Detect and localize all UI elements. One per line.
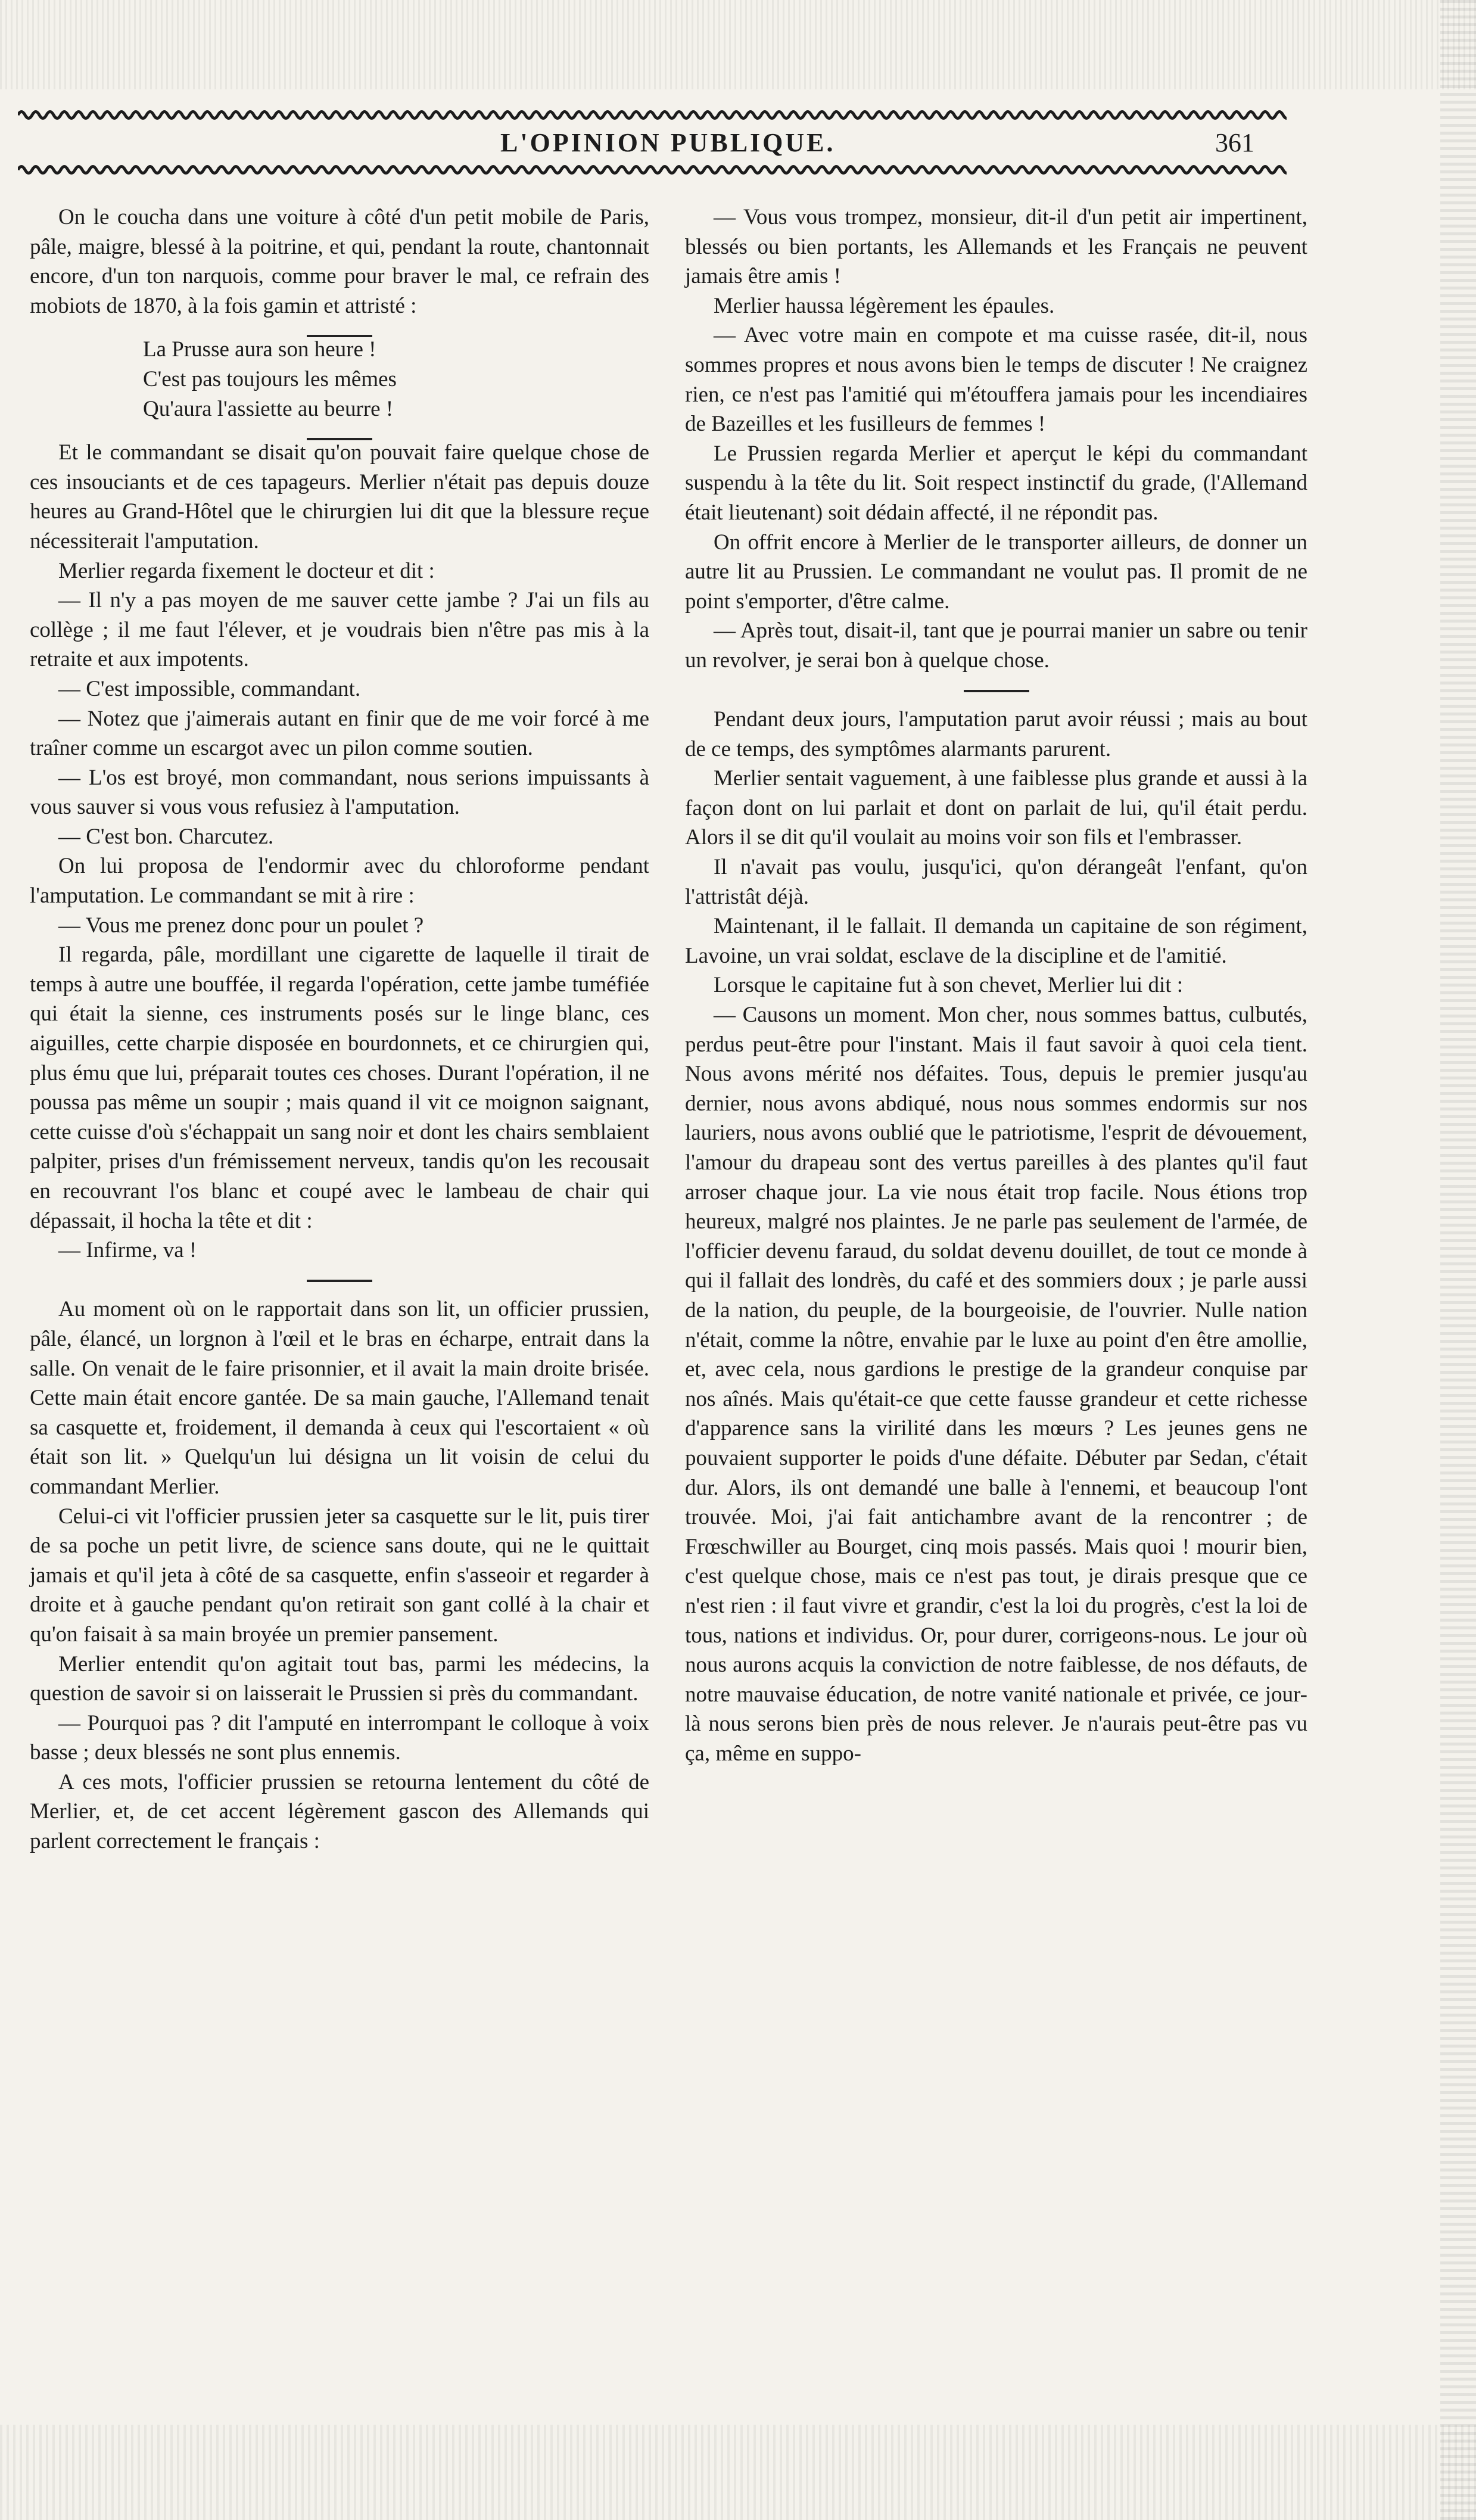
paragraph: — Vous me prenez donc pour un poulet ? [58,913,424,938]
paragraph: — Infirme, va ! [58,1238,197,1263]
paragraph: — C'est bon. Charcutez. [58,824,274,849]
scan-noise-right [1440,0,1476,2520]
left-column [30,203,649,1856]
header-ornament-bottom [18,162,1287,178]
paragraph: — Après tout, disait-il, tant que je pourrai manier un sabre ou tenir un revolver, je serai bon à quelque chose. [685,618,1307,673]
paragraph: — Notez que j'aimerais autant en finir que de me voir forcé à me traîner comme un escargot avec un pilon comme soutien. [30,706,649,761]
scan-noise-top [0,0,1476,89]
paragraph: — C'est impossible, commandant. [58,676,361,701]
page-title: L'OPINION PUBLIQUE. [500,128,836,157]
paragraph: On offrit encore à Merlier de le transporter ailleurs, de donner un autre lit au Prussien. Le commandant ne voulut pas. Il promit de ne point s'emporter, d'être calme. [685,530,1307,614]
paragraph: Lorsque le capitaine fut à son chevet, Merlier lui dit : [714,973,1184,998]
paragraph: Merlier regarda fixement le docteur et dit : [58,558,435,583]
verse-line: Qu'aura l'assiette au beurre ! [143,396,394,421]
paragraph: — Avec votre main en compote et ma cuisse rasée, dit-il, nous sommes propres et nous avons bien le temps de discuter ! Ne craignez rien, ce n'est pas l'amitié qui m'étouffera jamais pour les incendiaires de Bazeilles et les fusilleurs de femmes ! [685,323,1307,437]
scan-noise-bottom [0,2425,1476,2520]
paragraph: — Pourquoi pas ? dit l'amputé en interrompant le colloque à voix basse ; deux blessés ne sont plus ennemis. [30,1710,649,1765]
section-separator [685,676,1307,705]
paragraph: On le coucha dans une voiture à côté d'un petit mobile de Paris, pâle, maigre, blessé à la poitrine, et qui, pendant la route, chantonnait encore, d'un ton narquois, comme pour braver le mal, ce refrain des mobiots de 1870, à la fois gamin et attristé : [30,205,649,318]
paragraph: Merlier sentait vaguement, à une faiblesse plus grande et aussi à la façon dont on lui parlait et dont on parlait de lui, qu'il était perdu. Alors il se dit qu'il voulait au moins voir son fils et l'embrasser. [685,766,1307,850]
paragraph: Celui-ci vit l'officier prussien jeter sa casquette sur le lit, puis tirer de sa poche un petit livre, de science sans doute, qui ne le quittait jamais et qu'il jeta à côté de sa casquette, enfin s'asseoir et regarder à droite et à gauche pendant qu'on retirait son gant collé à la chair et qu'on faisait à sa main broyée un premier pansement. [30,1504,649,1647]
page-number: 361 [1215,128,1254,157]
paragraph: Il regarda, pâle, mordillant une cigarette de laquelle il tirait de temps à autre une bouffée, il regarda l'opération, cette jambe tuméfiée qui était la sienne, ces instruments posés sur le linge blanc, ces aiguilles, cette charpie disposée en bourdonnets, et ce chirurgien qui, plus ému que lui, préparait toutes ces choses. Durant l'opération, il ne poussa pas même un soupir ; mais quand il vit ce moignon saignant, cette cuisse d'où s'échappait un sang noir et dont les chairs semblaient palpiter, prises d'un frémissement nerveux, tandis qu'on les recousait en recouvrant l'os blanc et coupé avec le lambeau de chair qui dépassait, il hocha la tête et dit : [30,942,649,1233]
section-separator [30,1265,649,1295]
header-ornament-top [18,107,1287,123]
spacer [30,424,649,438]
paragraph: A ces mots, l'officier prussien se retourna lentement du côté de Merlier, et, de cet accent légèrement gascon des Allemands qui parlent correctement le français : [30,1769,649,1854]
paragraph: Au moment où on le rapportait dans son lit, un officier prussien, pâle, élancé, un lorgnon à l'œil et le bras en écharpe, entrait dans la salle. On venait de le faire prisonnier, et il avait la main droite brisée. Cette main était encore gantée. De sa main gauche, l'Allemand tenait sa casquette et, froidement, il demanda à ceux qui l'escortaient « où était son lit. » Quelqu'un lui désigna un lit voisin de celui du commandant Merlier. [30,1297,649,1499]
right-column [685,203,1307,1768]
verse-line: La Prusse aura son heure ! [143,337,376,362]
paragraph: — Causons un moment. Mon cher, nous sommes battus, culbutés, perdus peut-être pour l'instant. Mais il faut savoir à quoi cela tient. Nous avons mérité nos défaites. Tous, depuis le premier jusqu'au dernier, nous avons abdiqué, nous nous sommes endormis sur nos lauriers, nous avons oublié que le patriotisme, l'esprit de dévouement, l'amour du drapeau sont des vertus pareilles à des plantes qu'il faut arroser chaque jour. La vie nous était trop facile. Nous étions trop heureux, malgré nos plaintes. Je ne parle pas seulement de l'armée, de l'officier devenu faraud, du soldat devenu douillet, de tout ce monde à qui il fallait des londrès, du café et des sommiers doux ; je parle aussi de la nation, du peuple, de la bourgeoisie, de l'ouvrier. Nulle nation n'était, comme la nôtre, envahie par le luxe au point d'en être amollie, et, avec cela, nous gardions le prestige de la grandeur conquise par nos aînés. Mais qu'était-ce que cette fausse grandeur et cette richesse d'apparence sans la virilité dans les mœurs ? Les jeunes gens ne pouvaient supporter le poids d'une défaite. Débuter par Sedan, c'était dur. Alors, ils ont demandé une balle à l'ennemi, et beaucoup l'ont trouvée. Moi, j'ai fait antichambre avant de la rencontrer ; de Frœschwiller au Bourget, cinq mois passés. Mais quoi ! mourir bien, c'est quelque chose, mais ce n'est pas tout, je dirais presque que ce n'est rien : il faut vivre et grandir, c'est la loi du progrès, c'est la loi de tous, nations et individus. Or, pour durer, corrigeons-nous. Le jour où nous aurons acquis la conviction de notre faiblesse, de nos défauts, de notre mauvaise éducation, de notre vanité nationale et privée, ce jour-là nous serons bien près de nous relever. Je n'aurais peut-être pas vu ça, même en suppo- [685,1003,1307,1766]
paragraph: Pendant deux jours, l'amputation parut avoir réussi ; mais au bout de ce temps, des symptômes alarmants parurent. [685,707,1307,761]
verse-line: C'est pas toujours les mêmes [143,366,397,391]
paragraph: Merlier haussa légèrement les épaules. [714,293,1055,318]
paragraph: — L'os est broyé, mon commandant, nous serions impuissants à vous sauver si vous vous refusiez à l'amputation. [30,765,649,820]
wavy-rule-path [18,112,1287,119]
paragraph: Maintenant, il le fallait. Il demanda un capitaine de son régiment, Lavoine, un vrai soldat, esclave de la discipline et de l'amitié. [685,914,1307,968]
spacer [30,321,649,335]
paragraph: Et le commandant se disait qu'on pouvait faire quelque chose de ces insouciants et de ces tapageurs. Merlier n'était pas depuis douze heures au Grand-Hôtel que le chirurgien lui dit que la blessure reçue nécessiterait l'amputation. [30,440,649,553]
wavy-rule-path [18,167,1287,173]
paragraph: Merlier entendit qu'on agitait tout bas, parmi les médecins, la question de savoir si on laisserait le Prussien si près du commandant. [30,1651,649,1706]
paragraph: Le Prussien regarda Merlier et aperçut le képi du commandant suspendu à la tête du lit. Soit respect instinctif du grade, (l'Allemand était lieutenant) soit dédain affecté, il ne répondit pas. [685,441,1307,525]
paragraph: On lui proposa de l'endormir avec du chloroforme pendant l'amputation. Le commandant se mit à rire : [30,854,649,909]
paragraph: Il n'avait pas voulu, jusqu'ici, qu'on dérangeât l'enfant, qu'on l'attristât déjà. [685,855,1307,909]
paragraph: — Il n'y a pas moyen de me sauver cette jambe ? J'ai un fils au collège ; il me faut l'élever, et je voudrais bien n'être pas mis à la retraite et aux impotents. [30,588,649,672]
paragraph: — Vous vous trompez, monsieur, dit-il d'un petit air impertinent, blessés ou bien portants, les Allemands et les Français ne peuvent jamais être amis ! [685,205,1307,289]
